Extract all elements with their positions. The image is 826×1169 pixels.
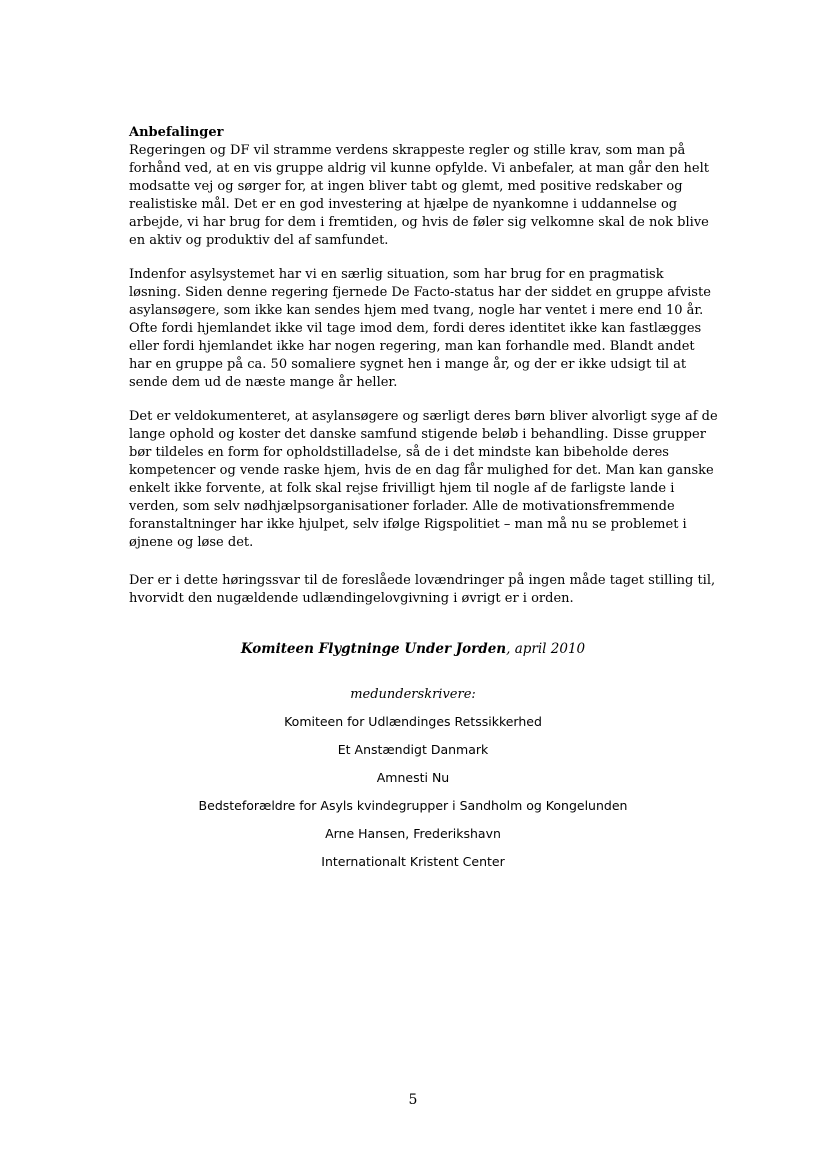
text-line: Indenfor asylsystemet har vi en særlig situation, som har brug for en pragmatisk xyxy=(129,267,664,282)
text-line: lange ophold og koster det danske samfund stigende beløb i behandling. Disse grupper xyxy=(129,427,706,442)
text-line: løsning. Siden denne regering fjernede De Facto-status har der siddet en gruppe afviste xyxy=(129,285,711,300)
text-line: Det er veldokumenteret, at asylansøgere og særligt deres børn bliver alvorligt syge af de xyxy=(129,409,718,424)
text-line: asylansøgere, som ikke kan sendes hjem med tvang, nogle har ventet i mere end 10 år. xyxy=(129,303,704,318)
page-number: 5 xyxy=(408,1092,418,1108)
text-line: foranstaltninger har ikke hjulpet, selv ifølge Rigspolitiet – man må nu se problemet i xyxy=(129,517,687,532)
cosigner-item: Bedsteforældre for Asyls kvindegrupper i Sandholm og Kongelunden xyxy=(198,798,628,813)
paragraph-2 xyxy=(129,266,717,392)
text-line: modsatte vej og sørger for, at ingen bliver tabt og glemt, med positive redskaber og xyxy=(129,179,683,194)
committee-name: Komiteen Flygtninge Under Jorden xyxy=(240,641,507,657)
text-line: eller fordi hjemlandet ikke har nogen regering, man kan forhandle med. Blandt andet xyxy=(129,339,695,354)
cosigner-item: Internationalt Kristent Center xyxy=(321,854,505,869)
text-line: øjnene og løse det. xyxy=(129,535,254,550)
cosigner-item: Arne Hansen, Frederikshavn xyxy=(325,826,501,841)
paragraph-4 xyxy=(129,572,717,608)
text-line: arbejde, vi har brug for dem i fremtiden, og hvis de føler sig velkomne skal de nok blive xyxy=(129,215,709,230)
text-line: bør tildeles en form for opholdstilladelse, så de i det mindste kan bibeholde deres xyxy=(129,445,669,460)
paragraph-3 xyxy=(129,408,717,552)
signature-line xyxy=(0,641,826,657)
text-line: kompetencer og vende raske hjem, hvis de en dag får mulighed for det. Man kan ganske xyxy=(129,463,714,478)
text-line: forhånd ved, at en vis gruppe aldrig vil kunne opfylde. Vi anbefaler, at man går den helt xyxy=(129,161,709,176)
section-heading-block xyxy=(129,124,717,142)
text-line: Ofte fordi hjemlandet ikke vil tage imod dem, fordi deres identitet ikke kan fastlægges xyxy=(129,321,702,336)
cosigner-item: Amnesti Nu xyxy=(376,770,450,785)
section-heading: Anbefalinger xyxy=(129,125,224,140)
cosigners-label: medunderskrivere: xyxy=(350,687,476,702)
text-line: realistiske mål. Det er en god investering at hjælpe de nyankomne i uddannelse og xyxy=(129,197,678,212)
paragraph-1 xyxy=(129,142,717,250)
text-line: har en gruppe på ca. 50 somaliere sygnet hen i mange år, og der er ikke udsigt til at xyxy=(129,357,687,372)
text-line: en aktiv og produktiv del af samfundet. xyxy=(129,233,389,248)
text-line: Regeringen og DF vil stramme verdens skrappeste regler og stille krav, som man på xyxy=(129,143,686,158)
signature-date: , april 2010 xyxy=(506,641,586,657)
text-line: verden, som selv nødhjælpsorganisationer forlader. Alle de motivationsfremmende xyxy=(129,499,675,514)
text-line: Der er i dette høringssvar til de foreslåede lovændringer på ingen måde taget stilling til, xyxy=(129,573,716,588)
text-line: enkelt ikke forvente, at folk skal rejse frivilligt hjem til nogle af de farligste lande i xyxy=(129,481,675,496)
text-line: sende dem ud de næste mange år heller. xyxy=(129,375,398,390)
text-line: hvorvidt den nugældende udlændingelovgivning i øvrigt er i orden. xyxy=(129,591,574,606)
cosigner-item: Komiteen for Udlændinges Retssikkerhed xyxy=(284,714,542,729)
cosigner-item: Et Anstændigt Danmark xyxy=(337,742,489,757)
